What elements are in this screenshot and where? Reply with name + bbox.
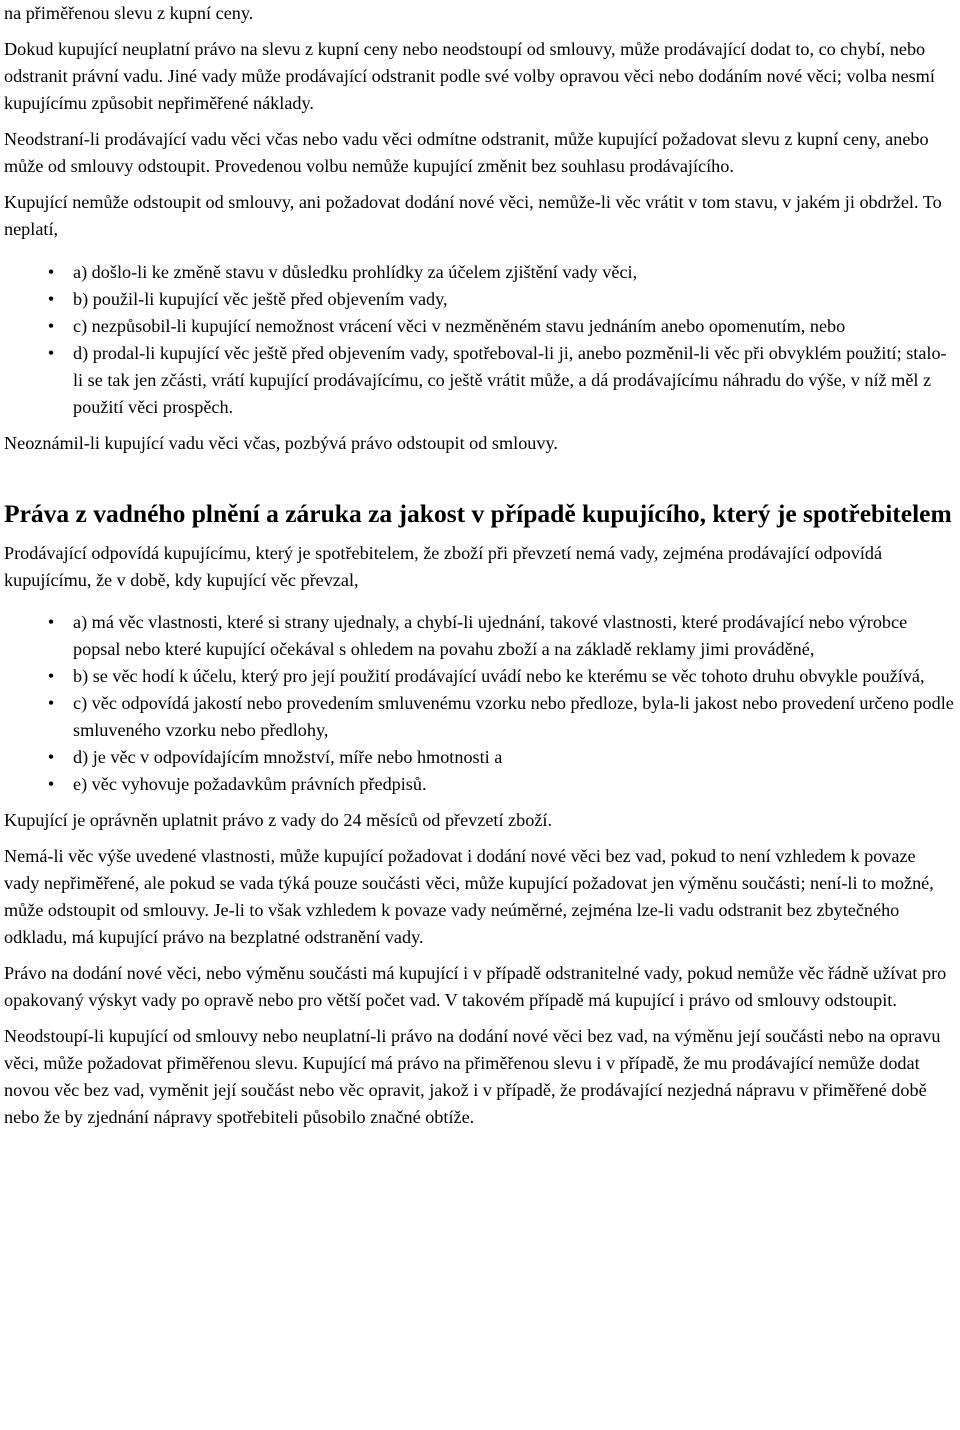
paragraph-repeated-defect: Právo na dodání nové věci, nebo výměnu součásti má kupující i v případě odstranitelné vady, pokud nemůže věc řádně užívat pro opakovaný výskyt vady po opravě nebo pro větší počet vad. V takovém případě má kupující i právo od smlouvy odstoupit.	[4, 963, 947, 1010]
bullet-icon: •	[47, 774, 55, 794]
properties-list	[4, 609, 954, 798]
bullet-icon: •	[47, 612, 55, 632]
list-item	[4, 259, 954, 286]
list-item	[4, 286, 954, 313]
list-item-text: a) má věc vlastnosti, které si strany ujednaly, a chybí-li ujednání, takové vlastnosti, které prodávající nebo výrobce popsal nebo které kupující očekával s ohledem na povahu zboží a na základě reklamy jimi prováděné,	[73, 612, 908, 659]
list-item-text: d) prodal-li kupující věc ještě před objevením vady, spotřeboval-li ji, anebo pozměnil-li věc při obvyklém použití; stalo-li se tak jen zčásti, vrátí kupující prodávajícímu, co ještě vrátit může, a dá prodávajícímu náhradu do výše, v níž měl z použití věci prospěch.	[73, 343, 947, 417]
paragraph-continuation: na přiměřenou slevu z kupní ceny.	[4, 3, 254, 23]
paragraph-discount-right: Neodstoupí-li kupující od smlouvy nebo neuplatní-li právo na dodání nové věci bez vad, na výměnu její součásti nebo na opravu věci, může požadovat přiměřenou slevu. Kupující má právo na přiměřenou slevu i v případě, že mu prodávající nemůže dodat novou věc bez vad, vyměnit její součást nebo věc opravit, jakož i v případě, že prodávající nezjedná nápravu v přiměřené době nebo že by zjednání nápravy spotřebiteli působilo značné obtíže.	[4, 1026, 941, 1127]
list-item	[4, 663, 954, 690]
list-item-text: a) došlo-li ke změně stavu v důsledku prohlídky za účelem zjištění vady věci,	[73, 262, 638, 282]
bullet-icon: •	[47, 666, 55, 686]
bullet-icon: •	[47, 343, 55, 363]
list-item-text: c) věc odpovídá jakostí nebo provedením smluvenému vzorku nebo předloze, byla-li jakost nebo provedení určeno podle smluveného vzorku nebo předlohy,	[73, 693, 954, 740]
bullet-icon: •	[47, 289, 55, 309]
paragraph-withdrawal-limit: Kupující nemůže odstoupit od smlouvy, ani požadovat dodání nové věci, nemůže-li věc vrátit v tom stavu, v jakém ji obdržel. To neplatí,	[4, 192, 942, 239]
list-item	[4, 340, 954, 421]
list-item-text: b) použil-li kupující věc ještě před objevením vady,	[73, 289, 448, 309]
paragraph-seller-liability: Prodávající odpovídá kupujícímu, který je spotřebitelem, že zboží při převzetí nemá vady, zejména prodávající odpovídá kupujícímu, že v době, kdy kupující věc převzal,	[4, 543, 883, 590]
list-item	[4, 744, 954, 771]
paragraph-late-notice: Neoznámil-li kupující vadu věci včas, pozbývá právo odstoupit od smlouvy.	[4, 433, 558, 453]
exceptions-list	[4, 259, 954, 421]
list-item	[4, 609, 954, 663]
bullet-icon: •	[47, 262, 55, 282]
list-item	[4, 690, 954, 744]
bullet-icon: •	[47, 693, 55, 713]
section-heading: Práva z vadného plnění a záruka za jakost v případě kupujícího, který je spotřebitelem	[4, 499, 952, 528]
paragraph-buyer-discount: Neodstraní-li prodávající vadu věci včas nebo vadu věci odmítne odstranit, může kupující požadovat slevu z kupní ceny, anebo může od smlouvy odstoupit. Provedenou volbu nemůže kupující změnit bez souhlasu prodávajícího.	[4, 129, 929, 176]
list-item	[4, 771, 954, 798]
bullet-icon: •	[47, 316, 55, 336]
list-item-text: c) nezpůsobil-li kupující nemožnost vrácení věci v nezměněném stavu jednáním anebo opomenutím, nebo	[73, 316, 846, 336]
list-item-text: d) je věc v odpovídajícím množství, míře nebo hmotnosti a	[73, 747, 503, 767]
paragraph-new-item-right: Nemá-li věc výše uvedené vlastnosti, může kupující požadovat i dodání nové věci bez vad, pokud to není vzhledem k povaze vady nepřiměřené, ale pokud se vada týká pouze součásti věci, může kupující požadovat jen výměnu součásti; není-li to možné, může odstoupit od smlouvy. Je-li to však vzhledem k povaze vady neúměrné, zejména lze-li vadu odstranit bez zbytečného odkladu, má kupující právo na bezplatné odstranění vady.	[4, 846, 934, 947]
bullet-icon: •	[47, 747, 55, 767]
paragraph-seller-remedy: Dokud kupující neuplatní právo na slevu z kupní ceny nebo neodstoupí od smlouvy, může prodávající dodat to, co chybí, nebo odstranit právní vadu. Jiné vady může prodávající odstranit podle své volby opravou věci nebo dodáním nové věci; volba nesmí kupujícímu způsobit nepřiměřené náklady.	[4, 39, 935, 113]
list-item	[4, 313, 954, 340]
list-item-text: b) se věc hodí k účelu, který pro její použití prodávající uvádí nebo ke kterému se věc tohoto druhu obvykle používá,	[73, 666, 925, 686]
paragraph-claim-period: Kupující je oprávněn uplatnit právo z vady do 24 měsíců od převzetí zboží.	[4, 810, 552, 830]
list-item-text: e) věc vyhovuje požadavkům právních předpisů.	[73, 774, 427, 794]
